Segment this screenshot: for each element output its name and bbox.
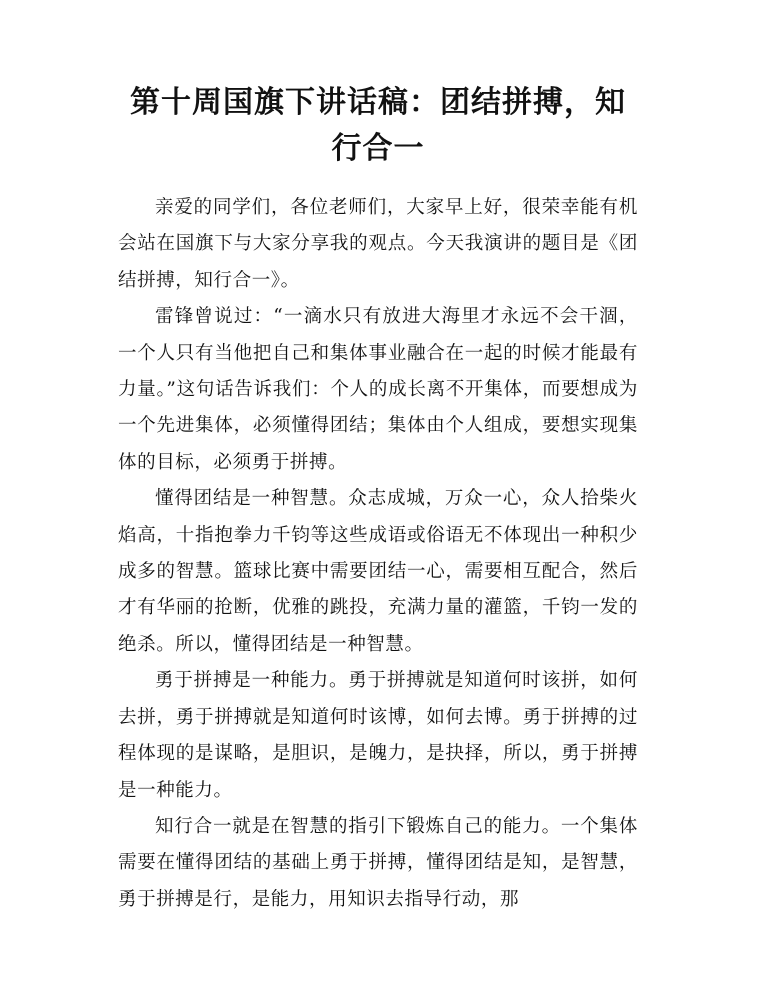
paragraph-quote: 雷锋曾说过：“一滴水只有放进大海里才永远不会干涸，一个人只有当他把自己和集体事业融合在一起的时候才能最有力量。”这句话告诉我们：个人的成长离不开集体，而要想成为一个先进集体，必须懂得团结；集体由个人组成，要想实现集体的目标，必须勇于拼搏。 <box>118 306 638 473</box>
paragraph-unity: 懂得团结是一种智慧。众志成城，万众一心，众人拾柴火焰高，十指抱拳力千钧等这些成语或俗语无不体现出一种积少成多的智慧。篮球比赛中需要团结一心，需要相互配合，然后才有华丽的抢断，优雅的跳投，充满力量的灌篮，千钧一发的绝杀。所以，懂得团结是一种智慧。 <box>118 488 638 655</box>
paragraph-knowledge-action: 知行合一就是在智慧的指引下锻炼自己的能力。一个集体需要在懂得团结的基础上勇于拼搏，懂得团结是知，是智慧，勇于拼搏是行，是能力，用知识去指导行动，那 <box>118 815 638 910</box>
paragraph-greeting: 亲爱的同学们，各位老师们，大家早上好，很荣幸能有机会站在国旗下与大家分享我的观点。今天我演讲的题目是《团结拼搏，知行合一》。 <box>118 197 638 291</box>
document-title: 第十周国旗下讲话稿：团结拼搏，知行合一 <box>130 85 626 166</box>
paragraph-striving: 勇于拼搏是一种能力。勇于拼搏就是知道何时该拼，如何去拼，勇于拼搏就是知道何时该博，如何去博。勇于拼搏的过程体现的是谋略，是胆识，是魄力，是抉择，所以，勇于拼搏是一种能力。 <box>118 670 638 801</box>
document-page <box>118 80 638 918</box>
